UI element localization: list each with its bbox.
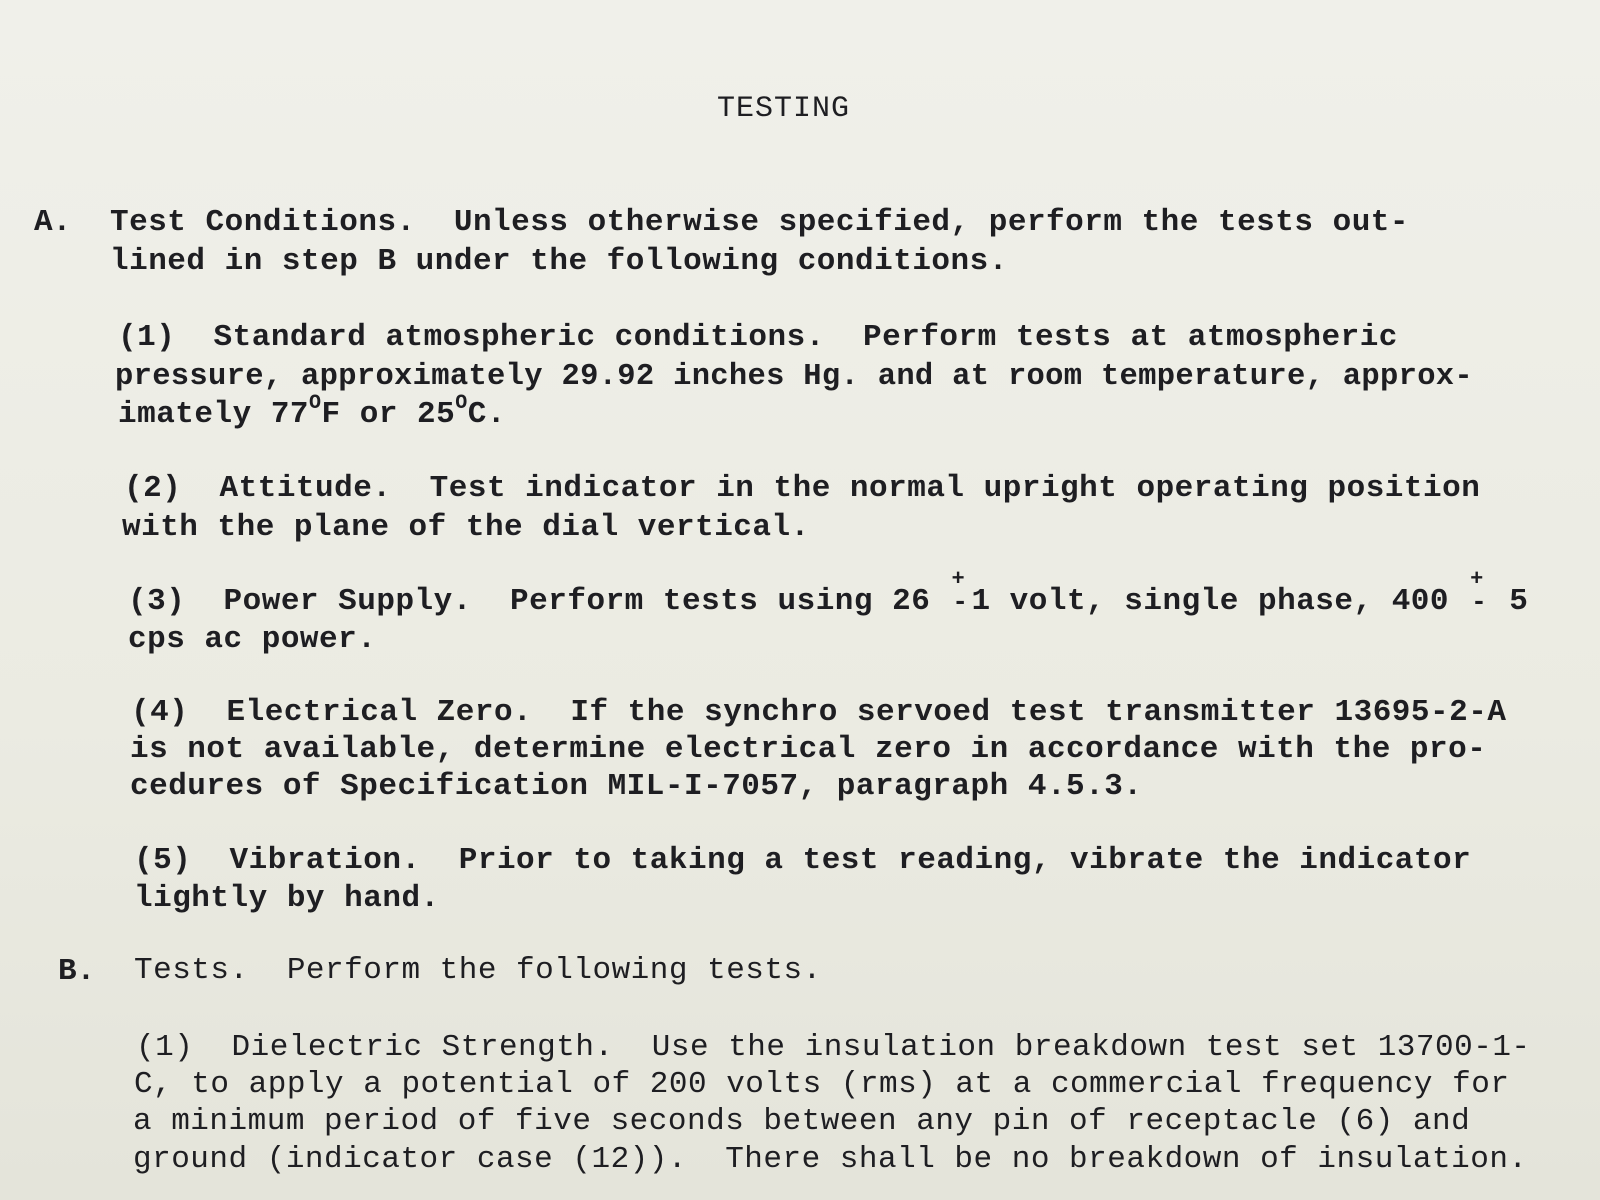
a1-line-3 [118, 392, 507, 434]
plus-sign: + [1470, 567, 1484, 592]
minus-sign: - [1471, 587, 1488, 617]
b1-line-4: ground (indicator case (12)). There shall be no breakdown of insulation. [133, 1142, 1528, 1177]
plus-minus-sign [949, 567, 971, 621]
a3-line-2: cps ac power. [128, 622, 377, 657]
section-a-line-2: lined in step B under the following conditions. [110, 244, 1008, 279]
a1-line-3-part-a: imately 77 [118, 397, 310, 432]
a1-line-3-part-b: F or 25 [321, 397, 456, 432]
section-b-line-1: Tests. Perform the following tests. [134, 953, 822, 988]
page-title: TESTING [717, 92, 851, 126]
a5-line-1: (5) Vibration. Prior to taking a test reading, vibrate the indicator [134, 843, 1472, 878]
a3-line-1-part-a: (3) Power Supply. Perform tests using 26 [128, 584, 950, 619]
minus-sign: - [952, 587, 969, 617]
a1-line-2: pressure, approximately 29.92 inches Hg. and at room temperature, approx- [115, 360, 1474, 394]
plus-minus-sign [1468, 567, 1490, 621]
a2-line-1: (2) Attitude. Test indicator in the normal upright operating position [124, 471, 1481, 506]
a4-line-1: (4) Electrical Zero. If the synchro servoed test transmitter 13695-2-A [131, 695, 1507, 730]
a1-line-1: (1) Standard atmospheric conditions. Perform tests at atmospheric [118, 320, 1398, 355]
b1-line-3: a minimum period of five seconds between any pin of receptacle (6) and [133, 1104, 1471, 1139]
section-a-marker: A. [34, 205, 72, 240]
a2-line-2: with the plane of the dial vertical. [122, 510, 810, 545]
a3-line-1-part-c: 5 [1490, 584, 1529, 619]
degree-mark-fahrenheit: O [309, 392, 322, 415]
plus-sign: + [951, 567, 966, 592]
a3-line-1-part-b: 1 volt, single phase, 400 [971, 584, 1469, 619]
a4-line-2: is not available, determine electrical zero in accordance with the pro- [130, 732, 1487, 767]
section-a-line-1: Test Conditions. Unless otherwise specified, perform the tests out- [110, 205, 1410, 240]
a1-line-3-part-c: C. [467, 397, 507, 432]
section-b-marker: B. [58, 954, 96, 989]
a5-line-2: lightly by hand. [134, 881, 440, 916]
a3-line-1 [128, 567, 1529, 621]
b1-line-2: C, to apply a potential of 200 volts (rms) at a commercial frequency for [134, 1067, 1510, 1102]
b1-line-1: (1) Dielectric Strength. Use the insulation breakdown test set 13700-1- [136, 1030, 1531, 1065]
a4-line-3: cedures of Specification MIL-I-7057, paragraph 4.5.3. [130, 769, 1143, 804]
degree-mark-celsius: O [455, 392, 468, 415]
